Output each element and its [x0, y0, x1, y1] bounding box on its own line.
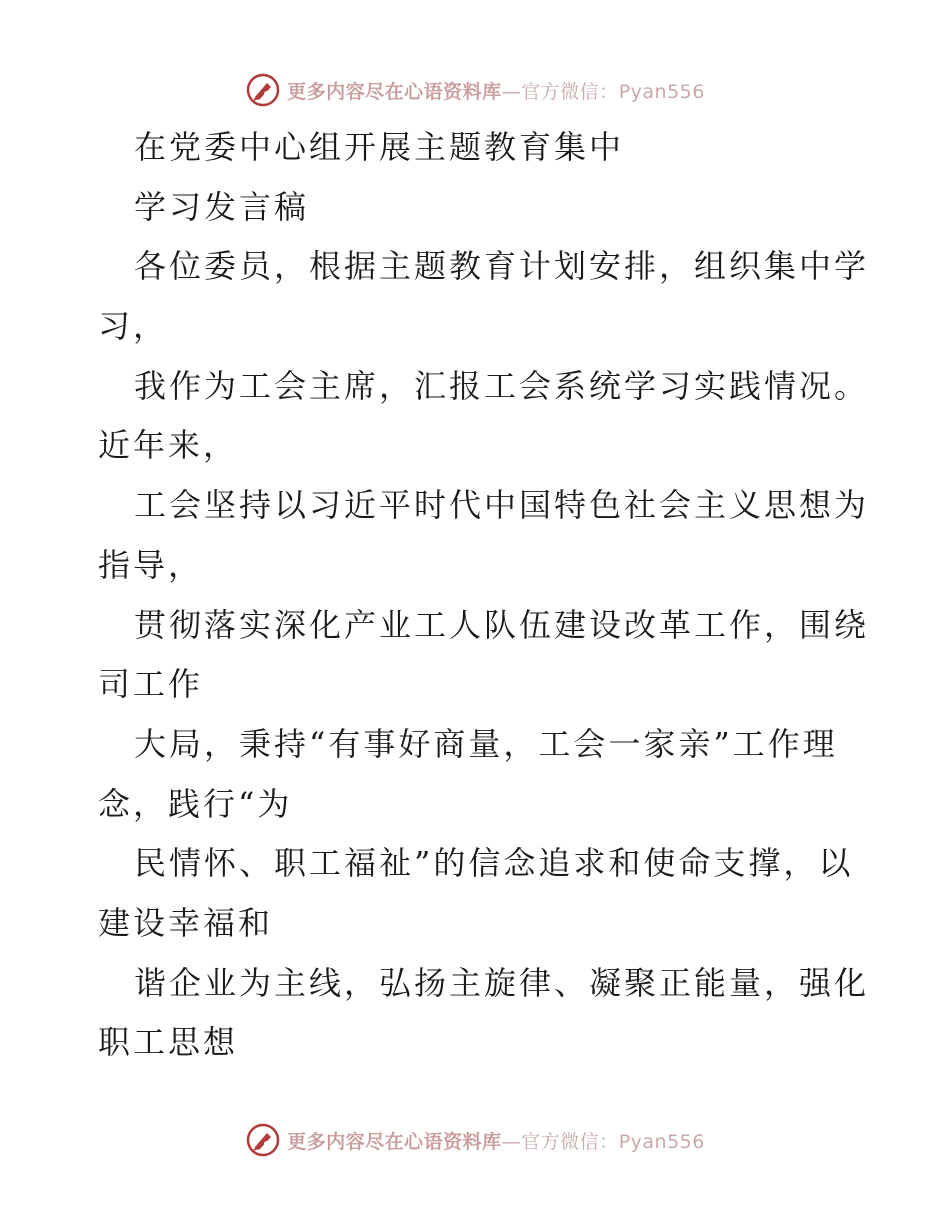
text-line: 司工作	[98, 665, 204, 704]
text-line: 贯彻落实深化产业工人队伍建设改革工作，围绕	[134, 605, 870, 644]
watermark-wechat-label: 官方微信：	[521, 1130, 619, 1153]
text-line: 工会坚持以习近平时代中国特色社会主义思想为	[134, 486, 870, 525]
header-watermark-text	[287, 77, 705, 104]
pen-logo-icon	[245, 1122, 281, 1158]
watermark-site-name: 更多内容尽在心语资料库	[287, 80, 502, 103]
pen-logo-icon	[245, 72, 281, 108]
text-line: 民情怀、职工福祉”的信念追求和使命支撑，以	[134, 844, 854, 883]
text-line: 职工思想	[98, 1023, 239, 1062]
text-line: 各位委员，根据主题教育计划安排，组织集中学	[134, 247, 870, 286]
watermark-wechat-id: Pyan556	[618, 80, 705, 103]
text-line: 我作为工会主席，汇报工会系统学习实践情况。	[134, 366, 870, 405]
header-watermark-banner	[0, 70, 950, 110]
text-line: 大局，秉持“有事好商量，工会一家亲”工作理	[134, 724, 838, 763]
footer-watermark-banner	[0, 1120, 950, 1160]
watermark-dash: —	[501, 1130, 522, 1153]
text-line: 建设幸福和	[98, 903, 274, 942]
watermark-wechat-id: Pyan556	[618, 1130, 705, 1153]
text-line: 谐企业为主线，弘扬主旋律、凝聚正能量，强化	[134, 963, 870, 1002]
text-line: 学习发言稿	[134, 187, 310, 226]
text-line: 念，践行“为	[98, 784, 293, 823]
text-line: 在党委中心组开展主题教育集中	[134, 128, 625, 166]
document-body	[98, 118, 870, 1073]
text-line: 指导，	[98, 545, 204, 584]
text-line: 习，	[98, 307, 169, 346]
watermark-wechat-label: 官方微信：	[521, 80, 619, 103]
text-line: 近年来，	[98, 426, 239, 465]
watermark-dash: —	[501, 80, 522, 103]
watermark-site-name: 更多内容尽在心语资料库	[287, 1130, 502, 1153]
footer-watermark-text	[287, 1127, 705, 1154]
